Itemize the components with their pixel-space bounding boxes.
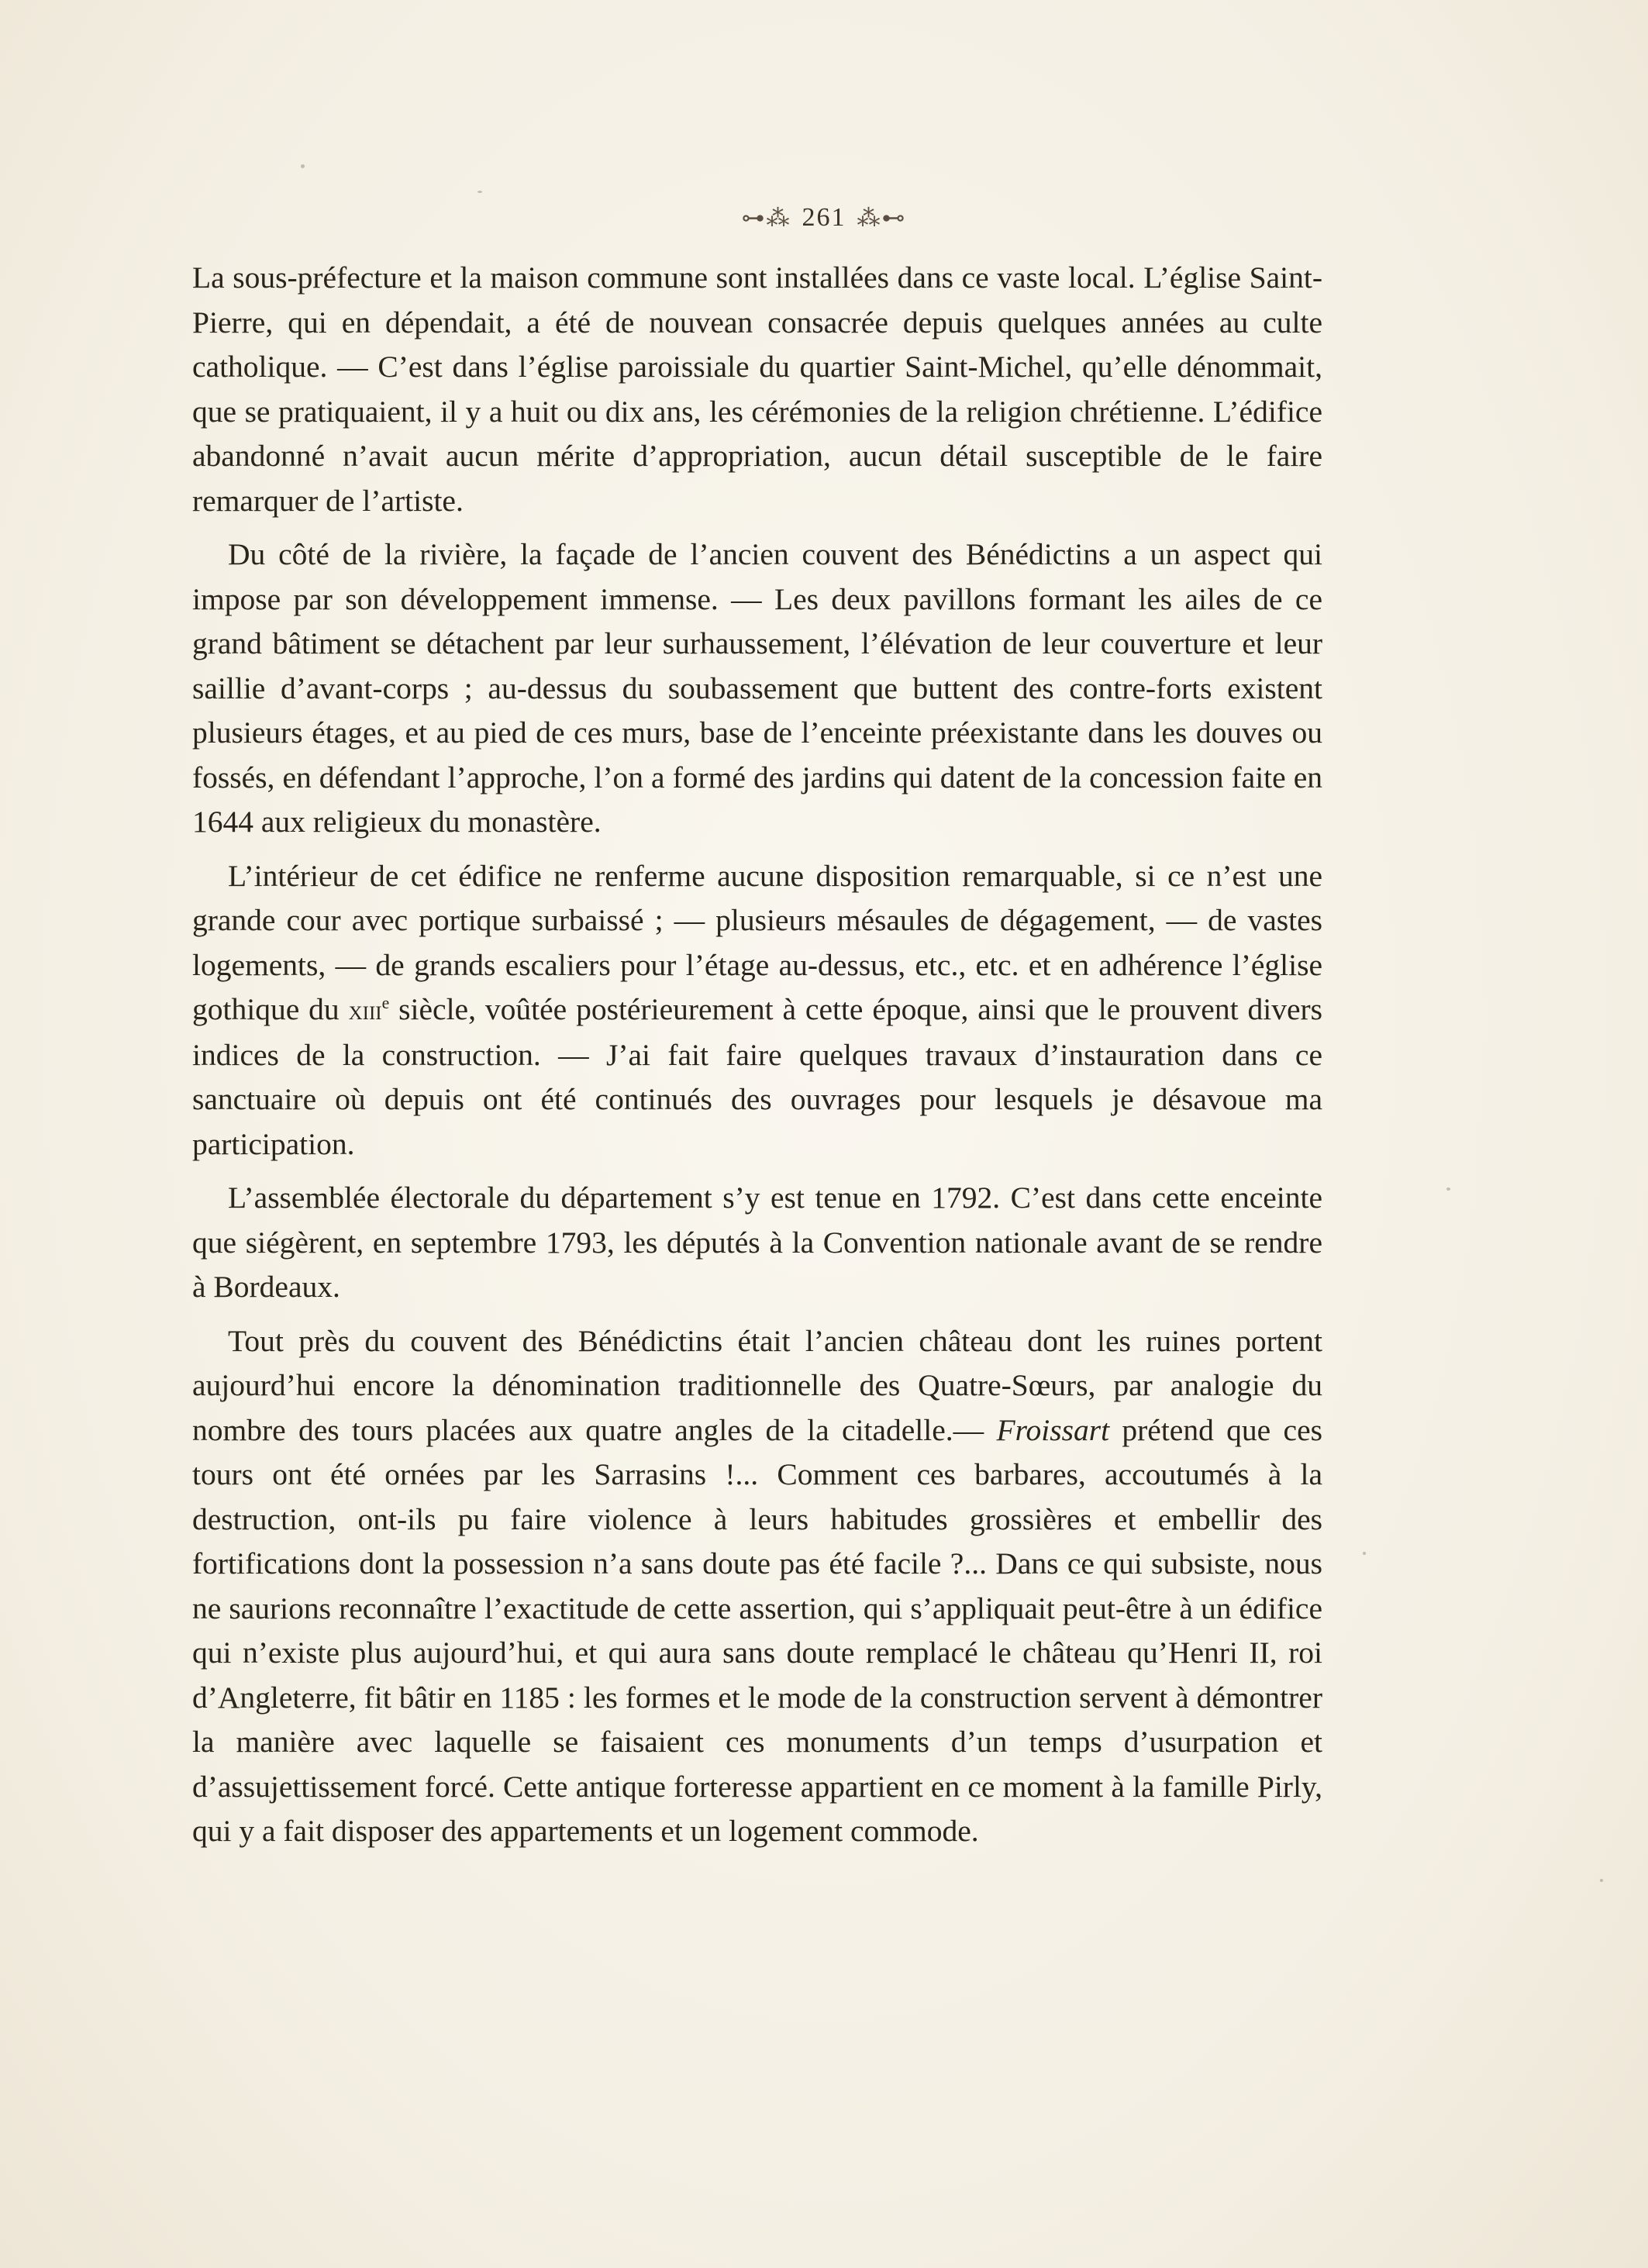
paragraph: Du côté de la rivière, la façade de l’ancien couvent des Bénédictins a un aspect qui impose par son développement immense. — Les deux pavillons formant les ailes de ce grand bâtiment se détachent par leur surhaussement, l’élévation de leur couverture et leur saillie d’avant-corps ; au-dessus du soubassement que buttent des contre-forts existent plusieurs étages, et au pied de ces murs, base de l’enceinte préexistante dans les douves ou fossés, en défendant l’approche, l’on a formé des jardins qui datent de la concession faite en 1644 aux religieux du monastère. bbox=[192, 537, 1322, 839]
paragraph: L’assemblée électorale du département s’y est tenue en 1792. C’est dans cette enceinte que siégèrent, en septembre 1793, les députés à la Convention nationale avant de se rendre à Bordeaux. bbox=[192, 1181, 1322, 1304]
page-number: 261 bbox=[802, 203, 846, 232]
page-header bbox=[0, 203, 1648, 233]
paragraph-text: prétend que ces tours ont été ornées par les Sarrasins !... Comment ces barbares, accoutumés à la destruction, ont-ils pu faire violence à leurs habitudes grossières et embellir des fortifications dont la possession n’a sans doute pas été facile ?... Dans ce qui subsiste, nous ne saurions reconnaître l’exactitude de cette assertion, qui s’appliquait peut-être à un édifice qui n’existe plus aujourd’hui, et qui aura sans doute remplacé le château qu’Henri II, roi d’Angleterre, fit bâtir en 1185 : les formes et le mode de la construction servent à démontrer la manière avec laquelle se faisaient ces monuments d’un temps d’usurpation et d’assujettissement forcé. Cette antique forteresse appartient en ce moment à la famille Pirly, qui y a fait disposer des appartements et un logement commode. bbox=[192, 1412, 1322, 1848]
body-text bbox=[192, 256, 1322, 1863]
paragraph-text: L’intérieur de cet édifice ne renferme aucune disposition remarquable, si ce n’est une grande cour avec portique surbaissé ; — plusieurs mésaules de dégagement, — de vastes logements, — de grands escaliers pour l’étage au-dessus, etc., etc. et en adhérence l’église gothique du bbox=[192, 858, 1322, 1026]
paper-speck bbox=[301, 164, 305, 168]
right-ornament-icon: ⁂⊷ bbox=[857, 205, 907, 231]
century-superscript: e bbox=[381, 993, 390, 1012]
left-ornament-icon: ⊶⁂ bbox=[741, 205, 791, 231]
paragraph: La sous-préfecture et la maison commune sont installées dans ce vaste local. L’église Saint-Pierre, qui en dépendait, a été de nouvean consacrée depuis quelques années au culte catholique. — C’est dans l’église paroissiale du quartier Saint-Michel, qu’elle dénommait, que se pratiquaient, il y a huit ou dix ans, les cérémonies de la religion chrétienne. L’édifice abandonné n’avait aucun mérite d’appropriation, aucun détail susceptible de le faire remarquer de l’artiste. bbox=[192, 260, 1322, 518]
paper-speck bbox=[478, 191, 482, 193]
paragraph-text: Tout près du couvent des Bénédictins était l’ancien château dont les ruines portent aujourd’hui encore la dénomination traditionnelle des Quatre-Sœurs, par analogie du nombre des tours placées aux quatre angles de la citadelle.— bbox=[192, 1323, 1322, 1447]
paragraph bbox=[192, 854, 1322, 1167]
paragraph-text: siècle, voûtée postérieurement à cette époque, ainsi que le prouvent divers indices de la construction. — J’ai fait faire quelques travaux d’instauration dans ce sanctuaire où depuis ont été continués des ouvrages pour lesquels je désavoue ma participation. bbox=[192, 992, 1322, 1161]
author-name: Froissart bbox=[996, 1412, 1110, 1447]
paragraph bbox=[192, 1319, 1322, 1854]
paper-speck bbox=[1446, 1187, 1450, 1191]
paper-speck bbox=[1600, 1879, 1603, 1882]
paper-speck bbox=[1363, 1552, 1366, 1555]
century-numeral: xiii bbox=[348, 994, 382, 1025]
